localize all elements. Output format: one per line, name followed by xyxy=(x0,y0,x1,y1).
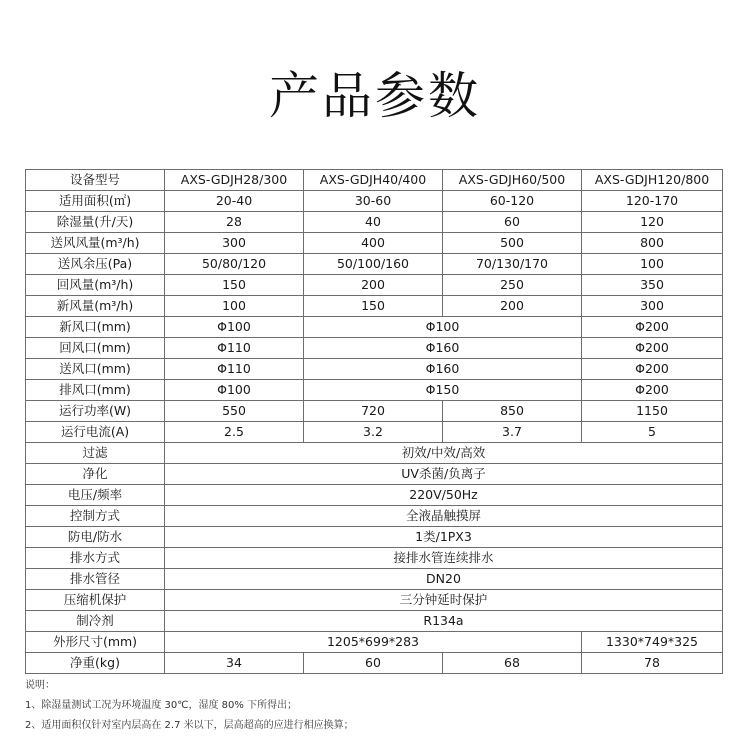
table-row xyxy=(26,506,723,527)
table-row xyxy=(26,422,723,443)
row-label-cell: 净重(kg) xyxy=(26,653,165,674)
value-cell: 350 xyxy=(582,275,723,296)
header-model-cell: AXS-GDJH40/400 xyxy=(304,170,443,191)
value-cell: 1150 xyxy=(582,401,723,422)
table-row xyxy=(26,401,723,422)
value-cell: Φ100 xyxy=(165,380,304,401)
header-model-cell: AXS-GDJH28/300 xyxy=(165,170,304,191)
value-cell: 全液晶触摸屏 xyxy=(165,506,723,527)
table-row xyxy=(26,443,723,464)
value-cell: 60 xyxy=(304,653,443,674)
row-label-cell: 外形尺寸(mm) xyxy=(26,632,165,653)
value-cell: 20-40 xyxy=(165,191,304,212)
table-row xyxy=(26,527,723,548)
value-cell: 60-120 xyxy=(443,191,582,212)
row-label-cell: 送风口(mm) xyxy=(26,359,165,380)
table-row xyxy=(26,275,723,296)
table-row xyxy=(26,191,723,212)
value-cell: 30-60 xyxy=(304,191,443,212)
value-cell: 200 xyxy=(443,296,582,317)
value-cell: 28 xyxy=(165,212,304,233)
value-cell: 1205*699*283 xyxy=(165,632,582,653)
value-cell: 150 xyxy=(304,296,443,317)
value-cell: 100 xyxy=(165,296,304,317)
spec-table xyxy=(25,169,723,674)
row-label-cell: 适用面积(㎡) xyxy=(26,191,165,212)
table-row xyxy=(26,338,723,359)
row-label-cell: 电压/频率 xyxy=(26,485,165,506)
value-cell: 78 xyxy=(582,653,723,674)
table-row xyxy=(26,632,723,653)
page-title: 产品参数 xyxy=(269,66,481,125)
value-cell: DN20 xyxy=(165,569,723,590)
value-cell: 2.5 xyxy=(165,422,304,443)
value-cell: 40 xyxy=(304,212,443,233)
value-cell: 34 xyxy=(165,653,304,674)
table-row xyxy=(26,233,723,254)
value-cell: Φ110 xyxy=(165,359,304,380)
value-cell: 300 xyxy=(165,233,304,254)
table-row xyxy=(26,380,723,401)
value-cell: 三分钟延时保护 xyxy=(165,590,723,611)
value-cell: Φ100 xyxy=(304,317,582,338)
value-cell: 250 xyxy=(443,275,582,296)
value-cell: 550 xyxy=(165,401,304,422)
row-label-cell: 运行功率(W) xyxy=(26,401,165,422)
row-label-cell: 压缩机保护 xyxy=(26,590,165,611)
value-cell: 150 xyxy=(165,275,304,296)
value-cell: 300 xyxy=(582,296,723,317)
table-row xyxy=(26,569,723,590)
row-label-cell: 新风量(m³/h) xyxy=(26,296,165,317)
table-row xyxy=(26,359,723,380)
table-row xyxy=(26,212,723,233)
value-cell: 初效/中效/高效 xyxy=(165,443,723,464)
value-cell: 800 xyxy=(582,233,723,254)
row-label-cell: 送风风量(m³/h) xyxy=(26,233,165,254)
value-cell: 500 xyxy=(443,233,582,254)
value-cell: 100 xyxy=(582,254,723,275)
row-label-cell: 排水管径 xyxy=(26,569,165,590)
notes-heading: 说明： xyxy=(25,680,55,691)
value-cell: Φ160 xyxy=(304,359,582,380)
header-model-cell: AXS-GDJH60/500 xyxy=(443,170,582,191)
value-cell: 50/80/120 xyxy=(165,254,304,275)
row-label-cell: 排水方式 xyxy=(26,548,165,569)
note-line-1: 1、除湿量测试工况为环境温度 30℃，湿度 80% 下所得出； xyxy=(25,700,298,711)
header-label-cell: 设备型号 xyxy=(26,170,165,191)
value-cell: 1类/1PX3 xyxy=(165,527,723,548)
row-label-cell: 过滤 xyxy=(26,443,165,464)
row-label-cell: 净化 xyxy=(26,464,165,485)
value-cell: 220V/50Hz xyxy=(165,485,723,506)
value-cell: 60 xyxy=(443,212,582,233)
value-cell: 120 xyxy=(582,212,723,233)
value-cell: 3.7 xyxy=(443,422,582,443)
value-cell: Φ100 xyxy=(165,317,304,338)
value-cell: Φ200 xyxy=(582,338,723,359)
row-label-cell: 新风口(mm) xyxy=(26,317,165,338)
row-label-cell: 排风口(mm) xyxy=(26,380,165,401)
value-cell: 70/130/170 xyxy=(443,254,582,275)
table-row xyxy=(26,548,723,569)
row-label-cell: 制冷剂 xyxy=(26,611,165,632)
value-cell: 50/100/160 xyxy=(304,254,443,275)
value-cell: 200 xyxy=(304,275,443,296)
table-row xyxy=(26,653,723,674)
value-cell: 720 xyxy=(304,401,443,422)
row-label-cell: 控制方式 xyxy=(26,506,165,527)
value-cell: 120-170 xyxy=(582,191,723,212)
value-cell: Φ200 xyxy=(582,317,723,338)
value-cell: 5 xyxy=(582,422,723,443)
value-cell: 400 xyxy=(304,233,443,254)
table-header-row xyxy=(26,170,723,191)
note-line-2: 2、适用面积仅针对室内层高在 2.7 米以下，层高超高的应进行相应换算； xyxy=(25,720,354,731)
table-row xyxy=(26,317,723,338)
header-model-cell: AXS-GDJH120/800 xyxy=(582,170,723,191)
value-cell: Φ160 xyxy=(304,338,582,359)
table-row xyxy=(26,611,723,632)
row-label-cell: 运行电流(A) xyxy=(26,422,165,443)
table-row xyxy=(26,254,723,275)
row-label-cell: 回风量(m³/h) xyxy=(26,275,165,296)
table-row xyxy=(26,590,723,611)
value-cell: Φ150 xyxy=(304,380,582,401)
row-label-cell: 回风口(mm) xyxy=(26,338,165,359)
notes xyxy=(25,676,725,736)
value-cell: 1330*749*325 xyxy=(582,632,723,653)
value-cell: 68 xyxy=(443,653,582,674)
row-label-cell: 除湿量(升/天) xyxy=(26,212,165,233)
value-cell: R134a xyxy=(165,611,723,632)
value-cell: UV杀菌/负离子 xyxy=(165,464,723,485)
value-cell: 接排水管连续排水 xyxy=(165,548,723,569)
value-cell: Φ200 xyxy=(582,359,723,380)
value-cell: 850 xyxy=(443,401,582,422)
value-cell: Φ200 xyxy=(582,380,723,401)
table-row xyxy=(26,485,723,506)
row-label-cell: 防电/防水 xyxy=(26,527,165,548)
value-cell: Φ110 xyxy=(165,338,304,359)
row-label-cell: 送风余压(Pa) xyxy=(26,254,165,275)
table-row xyxy=(26,296,723,317)
value-cell: 3.2 xyxy=(304,422,443,443)
table-row xyxy=(26,464,723,485)
